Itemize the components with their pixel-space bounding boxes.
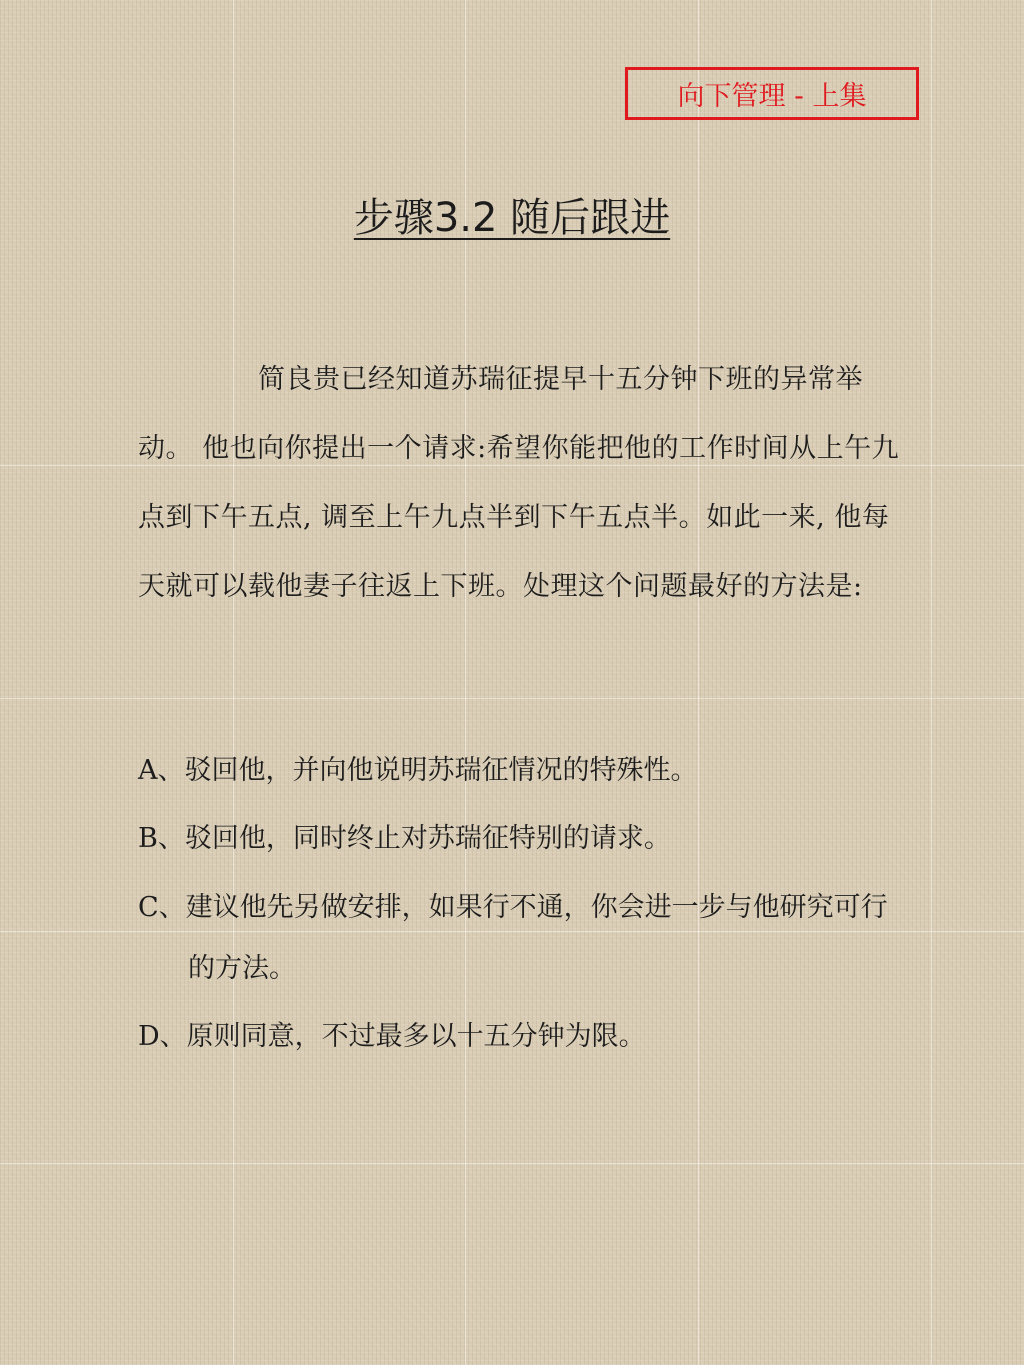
option-c[interactable]	[138, 877, 908, 999]
option-text: 驳回他，同时终止对苏瑞征特别的请求。	[184, 823, 671, 854]
section-tag-label: 向下管理 - 上集	[677, 81, 867, 112]
option-letter: D、	[138, 1021, 187, 1052]
option-a[interactable]	[138, 741, 908, 801]
section-tag	[625, 67, 919, 120]
background-grid-line	[0, 1163, 1024, 1164]
page-title: 步骤3.2 随后跟进	[353, 195, 671, 241]
option-text: 驳回他，并向他说明苏瑞征情况的特殊性。	[184, 755, 698, 786]
option-text: 建议他先另做安排，如果行不通，你会进一步与他研究可行的方法。	[185, 892, 888, 984]
background-grid-line	[0, 698, 1024, 699]
option-b[interactable]	[138, 809, 908, 869]
option-text: 原则同意，不过最多以十五分钟为限。	[186, 1021, 646, 1052]
option-letter: A、	[138, 755, 185, 786]
answer-options	[138, 741, 908, 1075]
option-letter: C、	[138, 892, 186, 923]
option-letter: B、	[138, 823, 185, 854]
question-text: 简良贵已经知道苏瑞征提早十五分钟下班的异常举动。 他也向你提出一个请求:希望你能把他的工作时间从上午九点到下午五点, 调至上午九点半到下午五点半。如此一来, 他每天就可以载他妻子往返上下班。处理这个问题最好的方法是:	[138, 364, 900, 602]
option-d[interactable]	[138, 1007, 908, 1067]
